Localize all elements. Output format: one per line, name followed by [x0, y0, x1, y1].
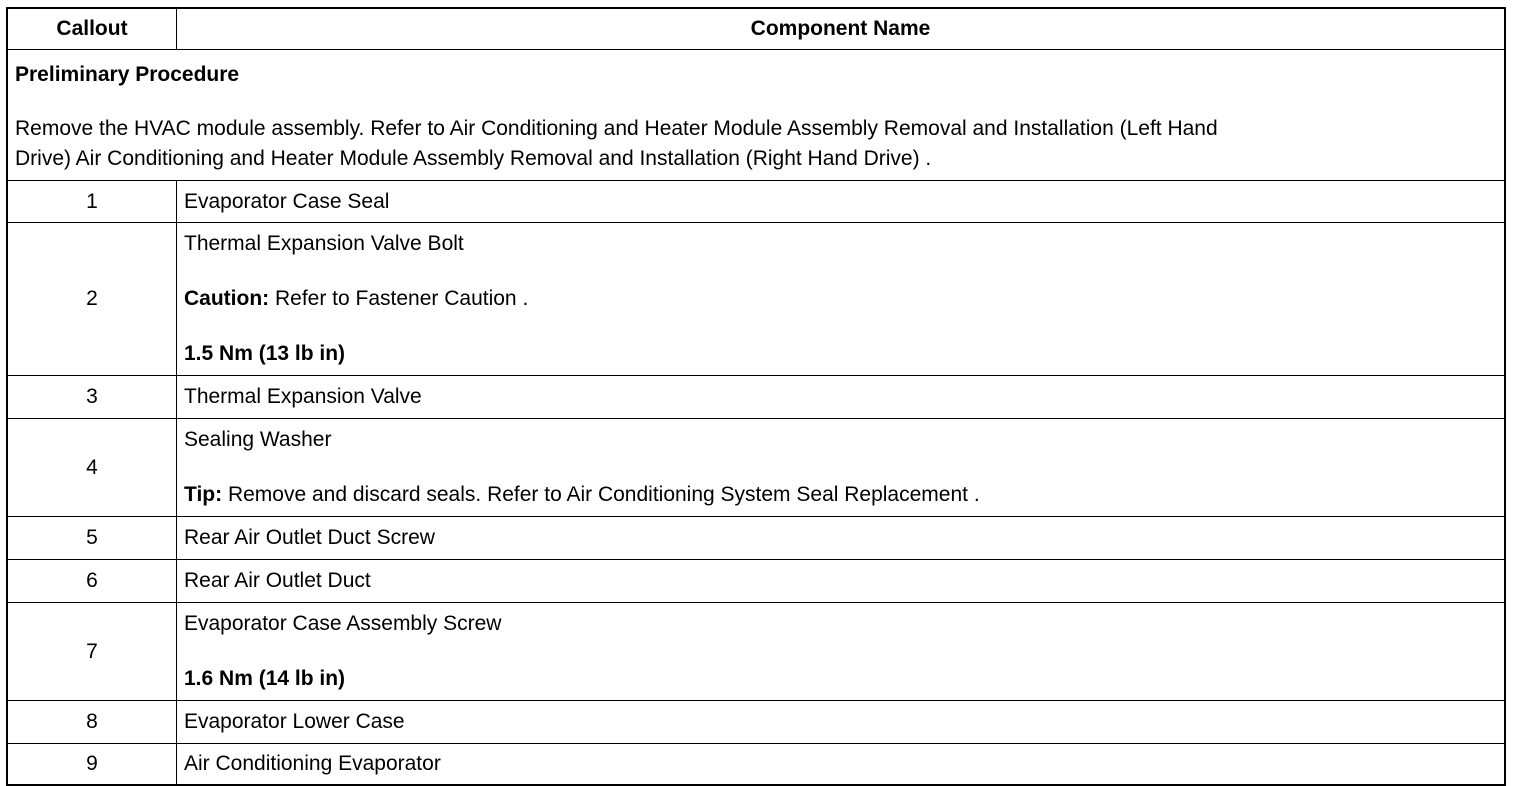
table-row: [8, 180, 1504, 222]
callout-header: Callout: [8, 9, 177, 49]
preliminary-title: Preliminary Procedure: [15, 63, 240, 86]
caution-note: [184, 284, 1497, 314]
preliminary-text-line-1: Remove the HVAC module assembly. Refer to Air Conditioning and Heater Module Assembly Removal and Installation (Left Hand: [15, 117, 1218, 140]
preliminary-procedure-row: [8, 49, 1504, 180]
preliminary-procedure: [8, 50, 1225, 180]
table-row: [8, 222, 1504, 375]
table-row: [8, 559, 1504, 602]
callout-number: 1: [8, 181, 177, 222]
tip-note: [184, 480, 1497, 510]
table-row: [8, 602, 1504, 700]
component-name: Air Conditioning Evaporator: [184, 752, 441, 775]
callout-number: 4: [8, 419, 177, 516]
torque-spec: 1.6 Nm (14 lb in): [184, 667, 346, 690]
table-row: [8, 516, 1504, 559]
tip-text: Remove and discard seals. Refer to Air Conditioning System Seal Replacement .: [222, 483, 980, 506]
callout-number: 6: [8, 560, 177, 602]
table-row: [8, 743, 1504, 784]
caution-label: Caution:: [184, 287, 270, 310]
component-name: Evaporator Lower Case: [184, 710, 405, 733]
callout-number: 7: [8, 603, 177, 700]
caution-text: Refer to Fastener Caution .: [269, 287, 529, 310]
component-name: Evaporator Case Assembly Screw: [184, 612, 502, 635]
callout-number: 2: [8, 223, 177, 375]
component-name: Thermal Expansion Valve: [184, 385, 422, 408]
component-name: Rear Air Outlet Duct Screw: [184, 526, 435, 549]
callout-number: 8: [8, 701, 177, 743]
component-name: Thermal Expansion Valve Bolt: [184, 232, 464, 255]
torque-spec: 1.5 Nm (13 lb in): [184, 342, 346, 365]
table-row: [8, 418, 1504, 516]
component-name: Sealing Washer: [184, 428, 332, 451]
callout-number: 3: [8, 376, 177, 418]
table-header-row: [8, 9, 1504, 49]
component-name: Rear Air Outlet Duct: [184, 569, 371, 592]
component-name: Evaporator Case Seal: [184, 190, 390, 213]
tip-label: Tip:: [184, 483, 223, 506]
callout-number: 9: [8, 744, 177, 784]
component-table: [6, 7, 1506, 786]
table-row: [8, 375, 1504, 418]
callout-number: 5: [8, 517, 177, 559]
preliminary-text-line-2: Drive) Air Conditioning and Heater Module Assembly Removal and Installation (Right Hand Drive) .: [15, 147, 932, 170]
component-name-header: Component Name: [750, 17, 931, 40]
table-row: [8, 700, 1504, 743]
